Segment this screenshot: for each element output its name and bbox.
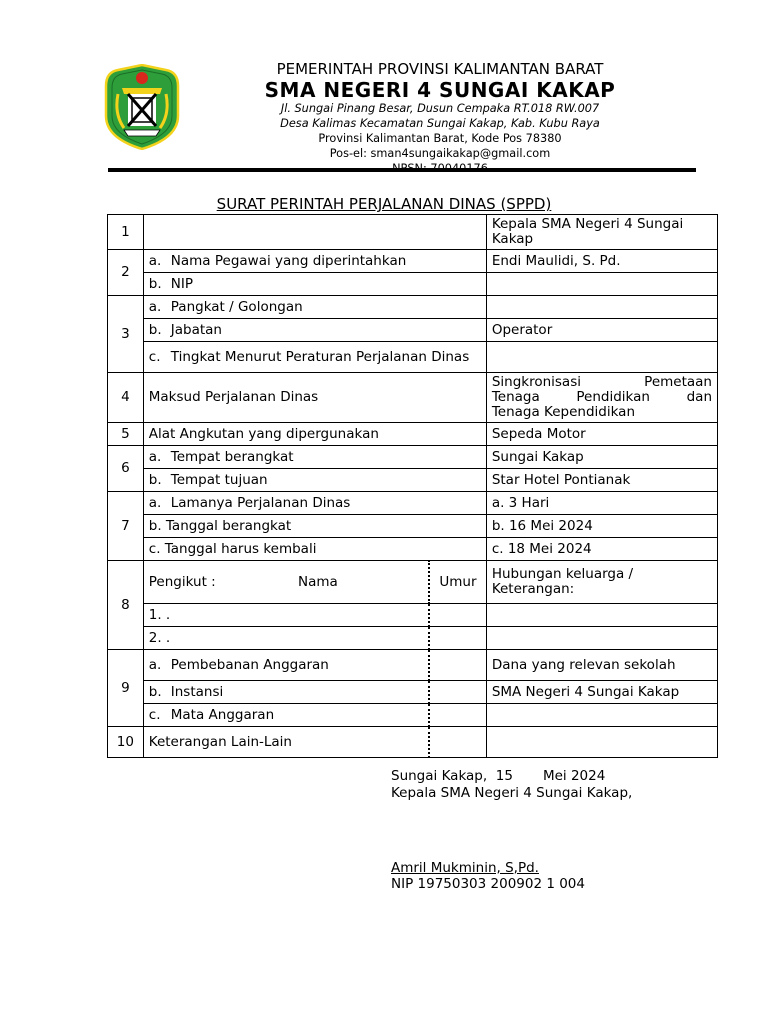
row-value bbox=[486, 727, 717, 758]
row-value: b. 16 Mei 2024 bbox=[486, 515, 717, 538]
school-name: SMA NEGERI 4 SUNGAI KAKAP bbox=[264, 78, 616, 102]
row-value bbox=[486, 627, 717, 650]
kalbar-emblem-icon bbox=[104, 64, 180, 150]
row-label: b. Tanggal berangkat bbox=[143, 515, 486, 538]
school-address bbox=[230, 101, 650, 176]
row-label: b. Tempat tujuan bbox=[143, 469, 486, 492]
table-row bbox=[108, 342, 718, 373]
hubungan-header: Hubungan keluarga / Keterangan: bbox=[486, 561, 717, 604]
row-number: 1 bbox=[108, 215, 144, 250]
row-label: a. Tempat berangkat bbox=[143, 446, 486, 469]
table-row bbox=[108, 561, 718, 604]
document-title: SURAT PERINTAH PERJALANAN DINAS (SPPD) bbox=[216, 195, 552, 213]
row-label: Maksud Perjalanan Dinas bbox=[143, 373, 486, 423]
row-number: 8 bbox=[108, 561, 144, 650]
table-row bbox=[108, 215, 718, 250]
signature-position: Kepala SMA Negeri 4 Sungai Kakap, bbox=[391, 785, 633, 801]
header-divider bbox=[108, 168, 696, 172]
row-label bbox=[143, 215, 486, 250]
row-label: b. Jabatan bbox=[143, 319, 486, 342]
row-number: 5 bbox=[108, 423, 144, 446]
sppd-table bbox=[107, 214, 718, 758]
pengikut-header: Pengikut : Nama bbox=[143, 561, 429, 604]
row-number: 10 bbox=[108, 727, 144, 758]
letterhead bbox=[0, 0, 768, 180]
row-value bbox=[486, 273, 717, 296]
row-value: Sungai Kakap bbox=[486, 446, 717, 469]
umur-header: Umur bbox=[429, 561, 486, 604]
umur-cell bbox=[429, 704, 486, 727]
row-label: c. Mata Anggaran bbox=[143, 704, 429, 727]
row-number: 4 bbox=[108, 373, 144, 423]
address-line-1: Jl. Sungai Pinang Besar, Dusun Cempaka RT.018 RW.007 bbox=[280, 102, 600, 115]
email-line: Pos-el: sman4sungaikakap@gmail.com bbox=[329, 147, 551, 160]
row-value bbox=[486, 342, 717, 373]
row-value: Singkronisasi Pemetaan Tenaga Pendidikan dan Tenaga Kependidikan bbox=[486, 373, 717, 423]
table-row bbox=[108, 538, 718, 561]
row-value: SMA Negeri 4 Sungai Kakap bbox=[486, 681, 717, 704]
table-row bbox=[108, 446, 718, 469]
table-row bbox=[108, 319, 718, 342]
umur-cell bbox=[429, 650, 486, 681]
row-label: a. Nama Pegawai yang diperintahkan bbox=[143, 250, 486, 273]
row-value: a. 3 Hari bbox=[486, 492, 717, 515]
table-row bbox=[108, 469, 718, 492]
umur-cell bbox=[429, 727, 486, 758]
row-value: Operator bbox=[486, 319, 717, 342]
table-row bbox=[108, 250, 718, 273]
row-number: 7 bbox=[108, 492, 144, 561]
row-value: Dana yang relevan sekolah bbox=[486, 650, 717, 681]
row-label: Keterangan Lain-Lain bbox=[143, 727, 429, 758]
signature-place-date: Sungai Kakap, 15 Mei 2024 bbox=[391, 768, 606, 784]
row-label: c. Tingkat Menurut Peraturan Perjalanan Dinas bbox=[143, 342, 486, 373]
row-value bbox=[486, 704, 717, 727]
table-row bbox=[108, 423, 718, 446]
row-number: 9 bbox=[108, 650, 144, 727]
row-label: a. Pembebanan Anggaran bbox=[143, 650, 429, 681]
signature-nip: NIP 19750303 200902 1 004 bbox=[391, 876, 585, 892]
row-label: b. Instansi bbox=[143, 681, 429, 704]
table-row bbox=[108, 273, 718, 296]
row-number: 2 bbox=[108, 250, 144, 296]
pengikut-item: 1. . bbox=[143, 604, 429, 627]
table-row bbox=[108, 681, 718, 704]
umur-cell bbox=[429, 681, 486, 704]
row-value: c. 18 Mei 2024 bbox=[486, 538, 717, 561]
pengikut-item: 2. . bbox=[143, 627, 429, 650]
table-row bbox=[108, 627, 718, 650]
signature-name: Amril Mukminin, S,Pd. bbox=[391, 860, 539, 876]
government-name: PEMERINTAH PROVINSI KALIMANTAN BARAT bbox=[276, 60, 604, 78]
table-row bbox=[108, 296, 718, 319]
row-value: Star Hotel Pontianak bbox=[486, 469, 717, 492]
address-line-2: Desa Kalimas Kecamatan Sungai Kakap, Kab. Kubu Raya bbox=[280, 117, 600, 130]
row-value bbox=[486, 296, 717, 319]
umur-cell bbox=[429, 627, 486, 650]
table-row bbox=[108, 727, 718, 758]
row-number: 6 bbox=[108, 446, 144, 492]
row-value: Kepala SMA Negeri 4 Sungai Kakap bbox=[486, 215, 717, 250]
address-line-3: Provinsi Kalimantan Barat, Kode Pos 78380 bbox=[318, 132, 562, 145]
row-value: Endi Maulidi, S. Pd. bbox=[486, 250, 717, 273]
row-label: a. Lamanya Perjalanan Dinas bbox=[143, 492, 486, 515]
row-number: 3 bbox=[108, 296, 144, 373]
row-value: Sepeda Motor bbox=[486, 423, 717, 446]
row-value bbox=[486, 604, 717, 627]
table-row bbox=[108, 704, 718, 727]
row-label: Alat Angkutan yang dipergunakan bbox=[143, 423, 486, 446]
table-row bbox=[108, 604, 718, 627]
row-label: a. Pangkat / Golongan bbox=[143, 296, 486, 319]
table-row bbox=[108, 650, 718, 681]
row-label: c. Tanggal harus kembali bbox=[143, 538, 486, 561]
table-row bbox=[108, 492, 718, 515]
table-row bbox=[108, 515, 718, 538]
row-label: b. NIP bbox=[143, 273, 486, 296]
table-row bbox=[108, 373, 718, 423]
umur-cell bbox=[429, 604, 486, 627]
